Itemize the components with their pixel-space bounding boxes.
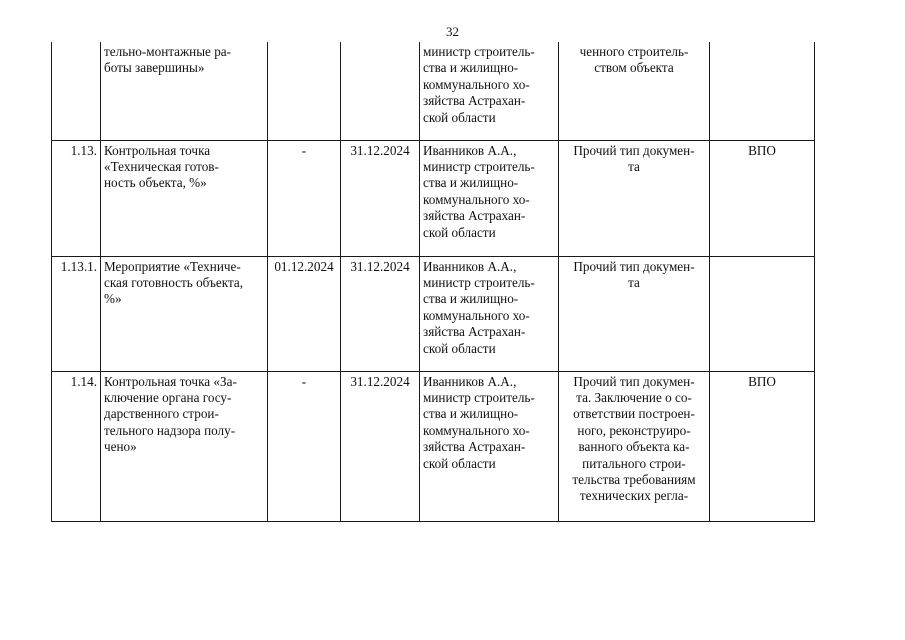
document-cell: Прочий тип докумен- та <box>559 256 710 371</box>
end-date-cell <box>341 42 420 140</box>
plan-table <box>51 42 815 522</box>
document-cell: ченного строитель- ством объекта <box>559 42 710 140</box>
row-number-cell: 1.13. <box>52 140 101 256</box>
responsible-cell: Иванников А.А., министр строитель- ства и жилищно- коммунального хо- зяйства Астрахан- ской области <box>420 371 559 521</box>
table-row <box>52 42 815 140</box>
responsible-cell: министр строитель- ства и жилищно- коммунального хо- зяйства Астрахан- ской области <box>420 42 559 140</box>
end-date-cell: 31.12.2024 <box>341 371 420 521</box>
system-cell: ВПО <box>710 140 815 256</box>
end-date-cell: 31.12.2024 <box>341 140 420 256</box>
responsible-cell: Иванников А.А., министр строитель- ства и жилищно- коммунального хо- зяйства Астрахан- ской области <box>420 256 559 371</box>
start-date-cell: - <box>268 140 341 256</box>
document-cell: Прочий тип докумен- та <box>559 140 710 256</box>
name-cell: Контрольная точка «Техническая готов- ность объекта, %» <box>101 140 268 256</box>
row-number-cell <box>52 42 101 140</box>
name-cell: Мероприятие «Техниче- ская готовность объекта, %» <box>101 256 268 371</box>
system-cell: ВПО <box>710 371 815 521</box>
table-row <box>52 140 815 256</box>
name-cell: тельно-монтажные ра- боты завершины» <box>101 42 268 140</box>
start-date-cell: 01.12.2024 <box>268 256 341 371</box>
end-date-cell: 31.12.2024 <box>341 256 420 371</box>
system-cell <box>710 256 815 371</box>
document-cell: Прочий тип докумен- та. Заключение о со- ответствии построен- ного, реконструиро- ванного объекта ка- питального строи- тельства требованиям технических регла- <box>559 371 710 521</box>
table-row <box>52 371 815 521</box>
row-number-cell: 1.14. <box>52 371 101 521</box>
system-cell <box>710 42 815 140</box>
responsible-cell: Иванников А.А., министр строитель- ства и жилищно- коммунального хо- зяйства Астрахан- ской области <box>420 140 559 256</box>
start-date-cell <box>268 42 341 140</box>
start-date-cell: - <box>268 371 341 521</box>
name-cell: Контрольная точка «За- ключение органа госу- дарственного строи- тельного надзора полу- чено» <box>101 371 268 521</box>
row-number-cell: 1.13.1. <box>52 256 101 371</box>
page-number: 32 <box>446 24 459 39</box>
table-row <box>52 256 815 371</box>
